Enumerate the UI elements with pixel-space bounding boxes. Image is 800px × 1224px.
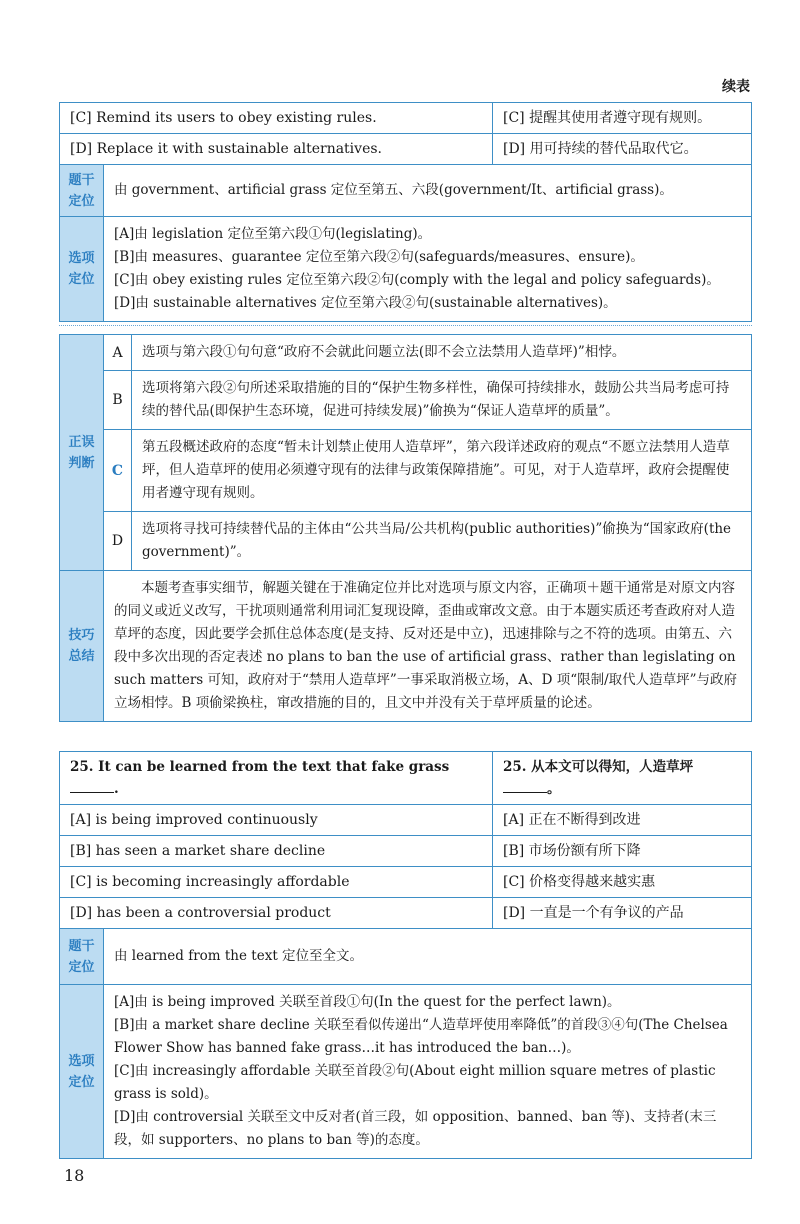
location-line: [B]由 a market share decline 关联至看似传递出“人造草坪使用率降低”的首段③④句(The Chelsea Flower Show has banned fake grass…it has introduced the ban…)。 [114,1017,728,1056]
question-en-end: . [114,781,119,797]
label-line: 定位 [68,193,95,209]
judge-label [60,335,104,570]
judgement-row [104,511,751,570]
judgement-row [104,370,751,429]
option-zh: [C] 提醒其使用者遵守现有规则。 [503,110,712,126]
judgement-row [104,429,751,511]
option-en: [C] Remind its users to obey existing rules. [60,103,493,133]
judgement-row [104,335,751,370]
option-zh: [D] 用可持续的替代品取代它。 [503,141,698,157]
judgement-section [60,335,751,570]
option-letter-correct: C [104,430,132,511]
label-line: 定位 [68,959,95,975]
location-line: [D]由 controversial 关联至文中反对者(首三段，如 opposition、banned、ban 等)、支持者(末三段，如 supporters、no plans to ban 等)的态度。 [114,1109,717,1148]
option-en: [A] is being improved continuously [60,805,493,835]
answer-blank [70,779,114,793]
tips-section [60,570,751,721]
stem-location-row [60,928,751,984]
option-row [60,835,751,866]
option-en: [D] has been a controversial product [60,898,493,928]
options-location-text [104,985,751,1158]
option-zh: [C] 价格变得越来越实惠 [503,874,656,890]
answer-blank [503,779,547,793]
location-line: [C]由 obey existing rules 定位至第六段②句(comply with the legal and policy safeguards)。 [114,272,720,288]
options-location-row [60,216,751,321]
label-line: 定位 [68,1074,95,1090]
judgement-text: 选项将第六段②句所述采取措施的目的“保护生物多样性，确保可持续排水，鼓励公共当局考虑可持续的替代品(即保护生态环境，促进可持续发展)”偷换为“保证人造草坪的质量”。 [142,380,730,419]
option-en: [C] is becoming increasingly affordable [60,867,493,897]
location-line: [C]由 increasingly affordable 关联至首段②句(About eight million square metres of plastic grass is sold)。 [114,1063,716,1102]
option-en: [D] Replace it with sustainable alternatives. [60,134,493,164]
question-zh [493,752,751,804]
label-line: 选项 [68,251,95,266]
options-label [60,985,104,1158]
label-line: 技巧 [68,628,95,643]
label-line: 正误 [68,434,95,450]
option-zh: [B] 市场份额有所下降 [503,843,641,859]
location-line: [B]由 measures、guarantee 定位至第六段②句(safeguards/measures、ensure)。 [114,249,644,265]
location-line: [A]由 is being improved 关联至首段①句(In the quest for the perfect lawn)。 [114,994,621,1010]
option-en: [B] has seen a market share decline [60,836,493,866]
dotted-divider [59,325,752,326]
option-zh: [D] 一直是一个有争议的产品 [503,905,684,921]
option-row [60,897,751,928]
label-line: 判断 [68,455,95,471]
judgement-text: 第五段概述政府的态度“暂未计划禁止使用人造草坪”，第六段详述政府的观点“不愿立法禁用人造草坪，但人造草坪的使用必须遵守现有的法律与政策保障措施”。可见，对于人造草坪，政府会提醒使用者遵守现有规则。 [142,439,730,501]
location-line: [D]由 sustainable alternatives 定位至第六段②句(sustainable alternatives)。 [114,295,617,311]
question-en-text: 25. It can be learned from the text that fake grass [70,759,450,775]
tips-text: 本题考查事实细节，解题关键在于准确定位并比对选项与原文内容，正确项＋题干通常是对原文内容的同义或近义改写，干扰项则通常利用词汇复现设障，歪曲或窜改文意。由于本题实质还考查政府对人造草坪的态度，因此要学会抓住总体态度(是支持、反对还是中立)，迅速排除与之不符的选项。由第五、六段中多次出现的否定表述 no plans to ban the use of artificial grass、rather than legislating on such matters 可知，政府对于“禁用人造草坪”一事采取消极立场，A、D 项“限制/取代人造草坪”与政府立场相悖。B 项偷梁换柱，窜改措施的目的，且文中并没有关于草坪质量的论述。 [114,580,738,711]
option-letter: A [104,335,132,370]
continued-label: 续表 [722,79,750,95]
options-location-text [104,217,751,321]
label-line: 选项 [68,1053,95,1069]
option-row [60,103,751,133]
option-row [60,133,751,164]
option-zh: [A] 正在不断得到改进 [503,812,641,828]
stem-location-row [60,164,751,216]
location-line: [A]由 legislation 定位至第六段①句(legislating)。 [114,226,432,242]
judgement-text: 选项与第六段①句句意“政府不会就此问题立法(即不会立法禁用人造草坪)”相悖。 [142,344,626,360]
question-zh-text: 25. 从本文可以得知，人造草坪 [503,759,694,775]
judgement-list [104,335,751,570]
stem-label [60,929,104,984]
label-line: 题干 [68,938,95,954]
analysis-table-top [59,102,752,322]
tips-label [60,571,104,721]
stem-text: 由 learned from the text 定位至全文。 [114,948,364,964]
option-row [60,866,751,897]
question-zh-end: 。 [547,781,561,797]
option-letter: B [104,371,132,429]
analysis-table-middle [59,334,752,722]
label-line: 总结 [68,649,95,664]
label-line: 题干 [68,172,95,188]
analysis-table-q25 [59,751,752,1159]
stem-label [60,165,104,216]
question-en [60,752,493,804]
question-row [60,752,751,804]
stem-text: 由 government、artificial grass 定位至第五、六段(government/It、artificial grass)。 [114,182,673,198]
option-letter: D [104,512,132,570]
options-label [60,217,104,321]
label-line: 定位 [68,272,95,287]
page-number: 18 [64,1166,85,1185]
judgement-text: 选项将寻找可持续替代品的主体由“公共当局/公共机构(public authorities)”偷换为“国家政府(the government)”。 [142,521,732,560]
option-row [60,804,751,835]
options-location-row [60,984,751,1158]
